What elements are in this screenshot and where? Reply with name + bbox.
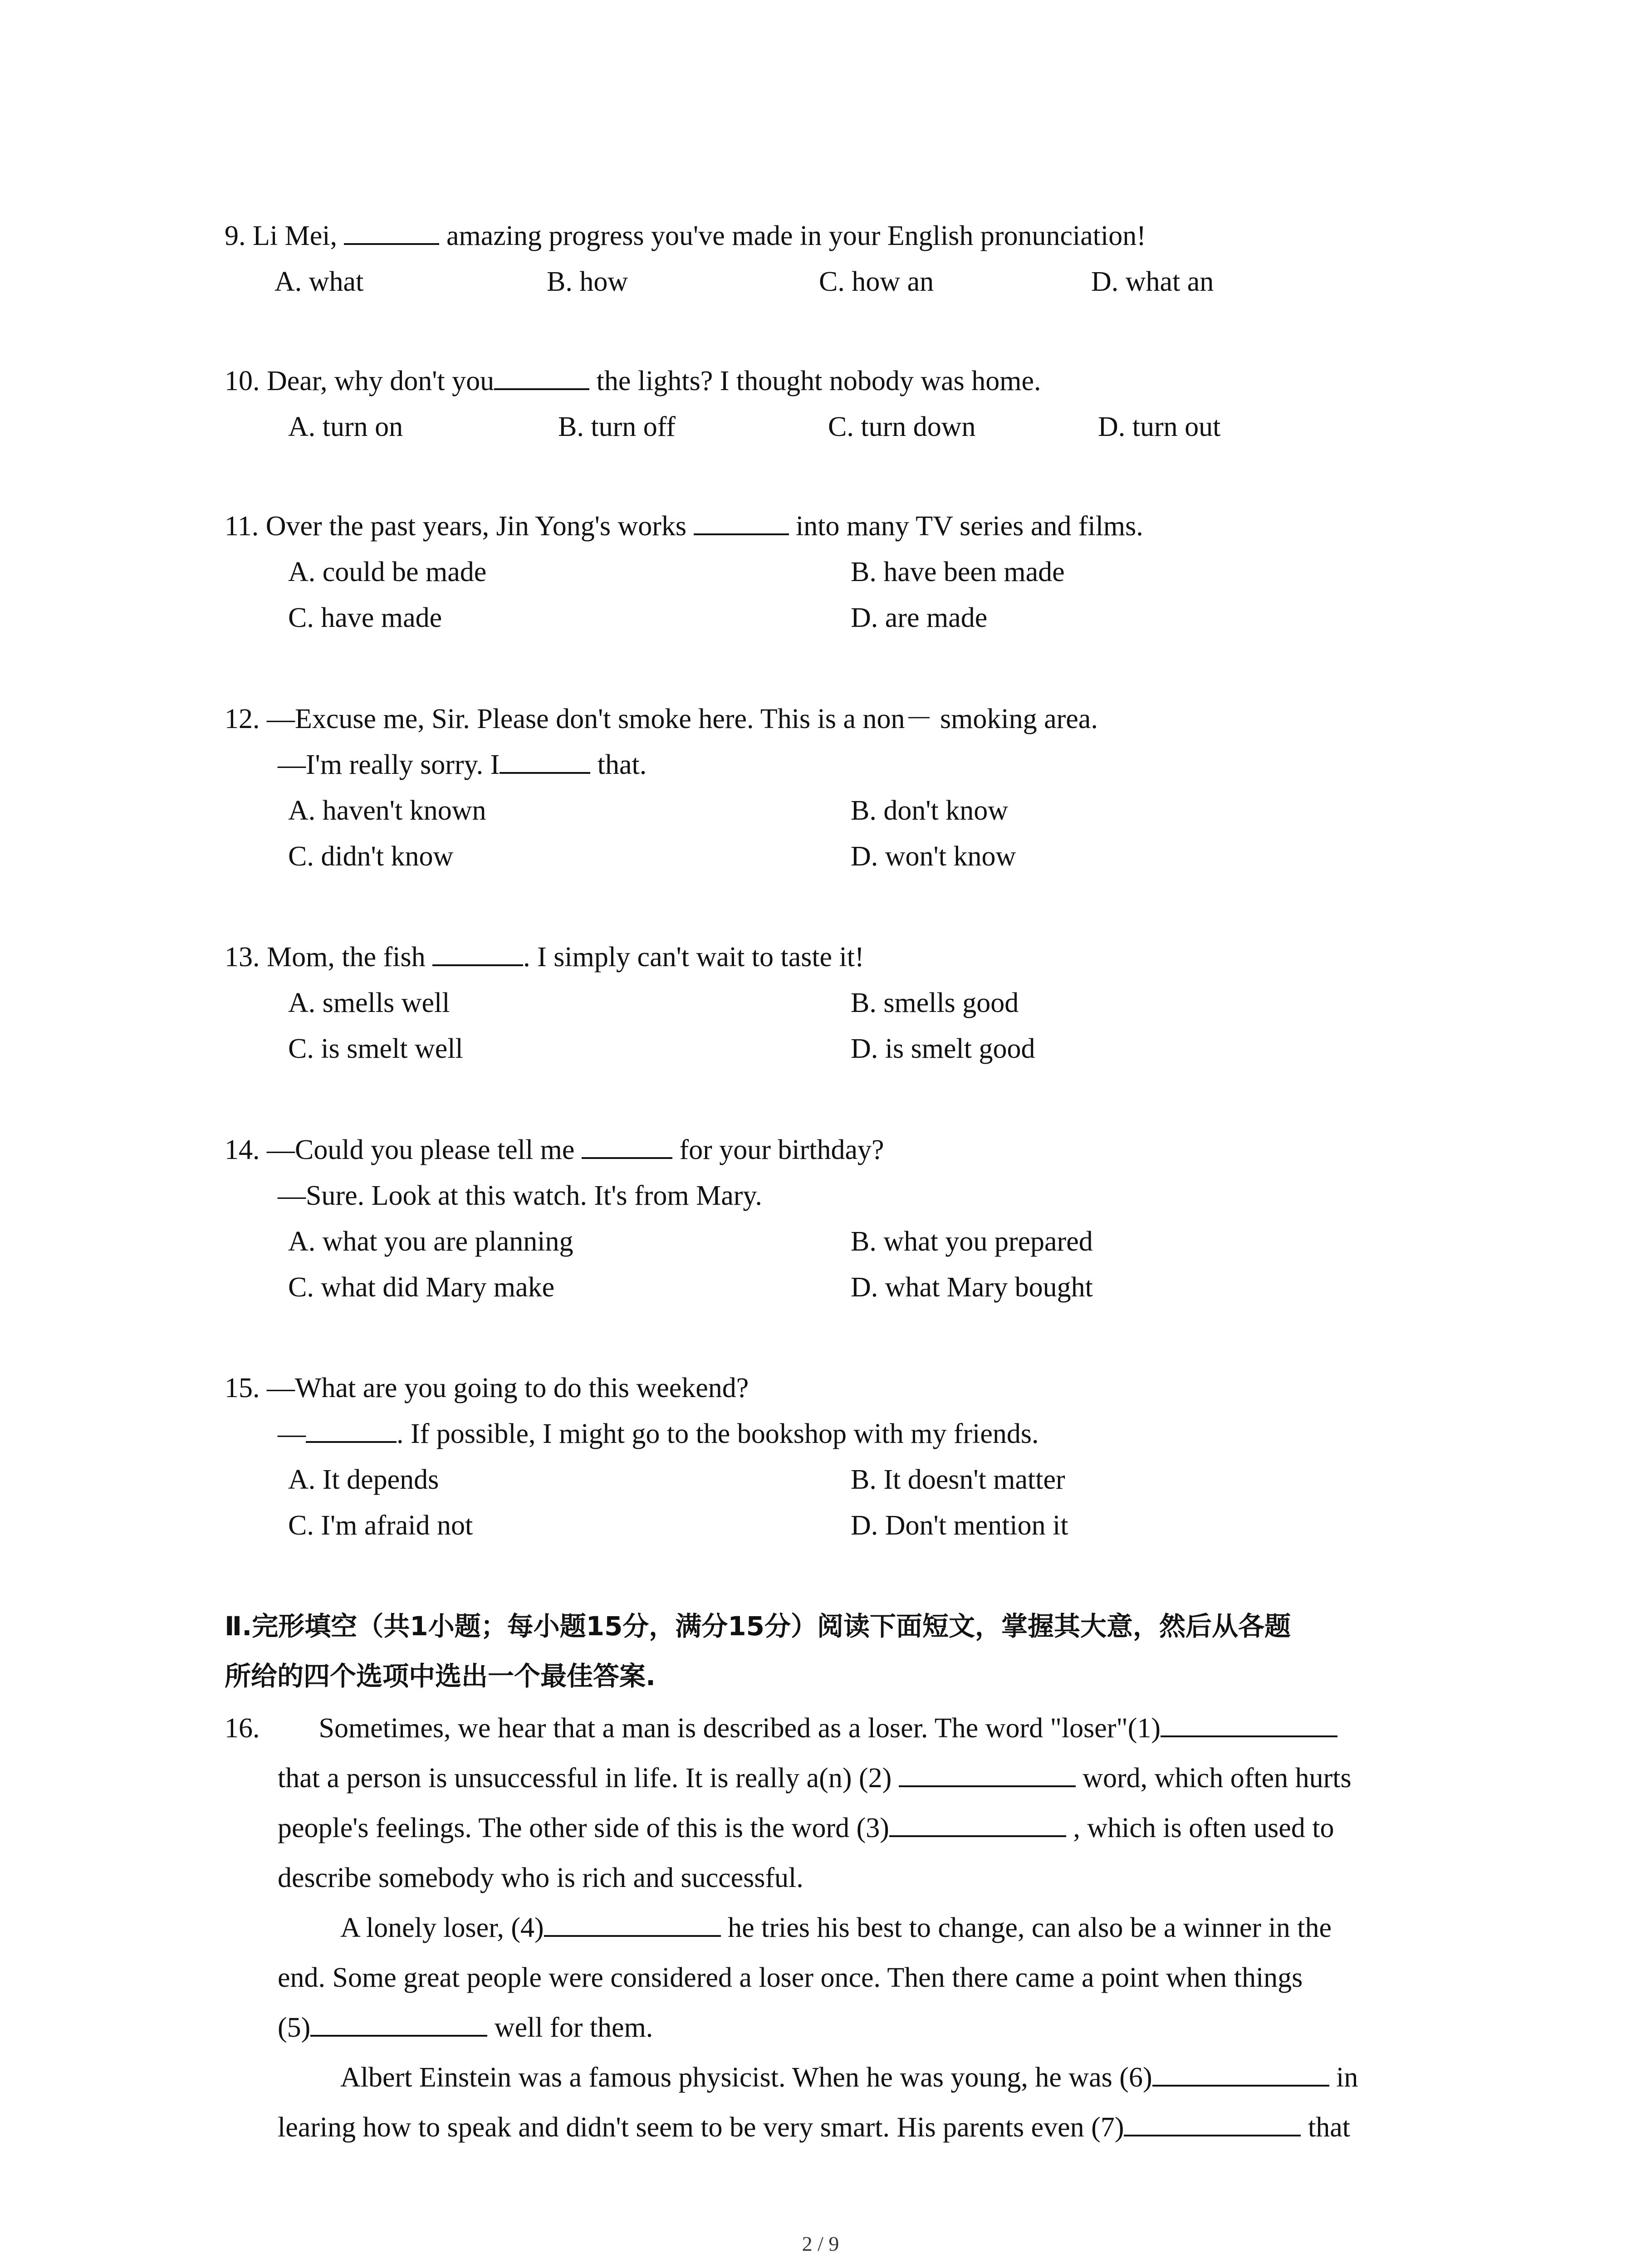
option-c: C. what did Mary make xyxy=(288,1272,555,1303)
options-row xyxy=(225,980,1495,1026)
stem-text: for your birthday? xyxy=(672,1134,884,1165)
option-d: D. won't know xyxy=(851,841,1016,872)
answer-blank xyxy=(310,2008,487,2037)
passage-line xyxy=(225,2003,1450,2053)
stem-text: Dear, why don't you xyxy=(267,366,495,396)
passage-line xyxy=(225,1753,1450,1803)
option-d: D. what an xyxy=(1091,266,1214,297)
passage-line xyxy=(225,1953,1450,2003)
passage-line xyxy=(225,1803,1450,1853)
option-d: D. are made xyxy=(851,602,988,633)
stem-text: —Sure. Look at this watch. It's from Mary. xyxy=(278,1180,762,1211)
option-b: B. have been made xyxy=(851,557,1065,587)
answer-blank xyxy=(1124,2107,1301,2136)
option-b: B. smells good xyxy=(851,987,1019,1018)
cloze-passage xyxy=(225,1703,1450,2152)
answer-blank xyxy=(500,745,590,774)
stem-text: . I simply can't wait to taste it! xyxy=(523,942,864,973)
passage-line xyxy=(225,2102,1450,2152)
passage-text: end. Some great people were considered a loser once. Then there came a point when things xyxy=(278,1962,1303,1993)
stem-text: that. xyxy=(590,749,647,780)
option-a: A. what xyxy=(274,266,364,297)
option-c: C. how an xyxy=(819,266,934,297)
option-d: D. what Mary bought xyxy=(851,1272,1093,1303)
question-number: 15. xyxy=(225,1373,260,1403)
question-stem xyxy=(225,934,1495,980)
options-row xyxy=(225,595,1495,641)
answer-blank xyxy=(1152,2058,1329,2087)
question-stem xyxy=(225,213,1495,259)
question-number: 9. xyxy=(225,220,246,251)
option-c: C. didn't know xyxy=(288,841,454,872)
passage-line xyxy=(225,1703,1450,1753)
passage-line xyxy=(225,2053,1450,2102)
stem-text: . If possible, I might go to the bookshop with my friends. xyxy=(397,1418,1039,1449)
options-row xyxy=(225,549,1495,595)
question-stem-line2 xyxy=(225,1173,1495,1219)
stem-text: Li Mei, xyxy=(253,220,344,251)
question-12 xyxy=(225,696,1495,880)
option-a: A. turn on xyxy=(288,411,403,442)
question-number: 10. xyxy=(225,366,260,396)
option-c: C. have made xyxy=(288,602,442,633)
stem-text: —Excuse me, Sir. Please don't smoke here. This is a non－ smoking area. xyxy=(267,704,1098,734)
option-b: B. how xyxy=(547,266,628,297)
passage-text: A lonely loser, (4) xyxy=(340,1912,544,1943)
passage-text: in xyxy=(1329,2062,1358,2093)
option-b: B. don't know xyxy=(851,795,1009,826)
option-d: D. Don't mention it xyxy=(851,1510,1068,1541)
passage-text: Albert Einstein was a famous physicist. When he was young, he was (6) xyxy=(340,2062,1152,2093)
option-a: A. could be made xyxy=(288,557,487,587)
question-number: 16. xyxy=(225,1713,260,1744)
answer-blank xyxy=(582,1130,672,1159)
stem-text: the lights? I thought nobody was home. xyxy=(589,366,1041,396)
question-stem xyxy=(225,1127,1495,1173)
question-number: 13. xyxy=(225,942,260,973)
option-b: B. It doesn't matter xyxy=(851,1464,1065,1495)
options-row xyxy=(225,834,1495,880)
options-row xyxy=(225,1457,1495,1503)
question-14 xyxy=(225,1127,1495,1310)
passage-text: Sometimes, we hear that a man is described as a loser. The word "loser"(1) xyxy=(318,1713,1161,1744)
stem-text: —Could you please tell me xyxy=(267,1134,582,1165)
section-heading-line: 所给的四个选项中选出一个最佳答案. xyxy=(225,1661,656,1691)
question-number: 11. xyxy=(225,511,259,542)
passage-text: (5) xyxy=(278,2012,311,2043)
question-15 xyxy=(225,1365,1495,1549)
answer-blank xyxy=(306,1414,397,1443)
option-d: D. is smelt good xyxy=(851,1033,1035,1064)
options-row xyxy=(225,1219,1495,1265)
question-stem xyxy=(225,1365,1495,1411)
passage-text: word, which often hurts xyxy=(1075,1763,1352,1794)
question-10 xyxy=(225,358,1495,450)
stem-text: —I'm really sorry. I xyxy=(278,749,500,780)
answer-blank xyxy=(432,937,523,966)
stem-text: amazing progress you've made in your English pronunciation! xyxy=(439,220,1146,251)
stem-text: — xyxy=(278,1418,306,1449)
options-row xyxy=(225,1265,1495,1310)
passage-text: that xyxy=(1301,2112,1350,2143)
answer-blank xyxy=(544,1908,721,1937)
stem-text: Mom, the fish xyxy=(267,942,433,973)
question-13 xyxy=(225,934,1495,1072)
option-c: C. turn down xyxy=(828,411,976,442)
passage-text: he tries his best to change, can also be a winner in the xyxy=(720,1912,1332,1943)
question-11 xyxy=(225,503,1495,641)
options-row xyxy=(225,1503,1495,1549)
option-d: D. turn out xyxy=(1098,411,1221,442)
passage-line xyxy=(225,1903,1450,1953)
passage-text: people's feelings. The other side of this is the word (3) xyxy=(278,1813,889,1843)
question-number: 12. xyxy=(225,704,260,734)
options-row xyxy=(225,1026,1495,1072)
question-number: 14. xyxy=(225,1134,260,1165)
option-a: A. haven't known xyxy=(288,795,486,826)
answer-blank xyxy=(1161,1708,1337,1737)
passage-line xyxy=(225,1853,1450,1903)
question-stem xyxy=(225,358,1495,404)
stem-text: Over the past years, Jin Yong's works xyxy=(265,511,694,542)
question-stem xyxy=(225,503,1495,549)
answer-blank xyxy=(494,361,589,390)
options-row xyxy=(225,404,1495,450)
stem-text: —What are you going to do this weekend? xyxy=(267,1373,749,1403)
section-heading xyxy=(225,1601,1472,1701)
passage-text: well for them. xyxy=(487,2012,653,2043)
page-number: 2 / 9 xyxy=(802,2232,839,2255)
option-c: C. is smelt well xyxy=(288,1033,463,1064)
option-a: A. what you are planning xyxy=(288,1226,573,1257)
question-stem-line2 xyxy=(225,742,1495,788)
option-b: B. turn off xyxy=(558,411,676,442)
option-c: C. I'm afraid not xyxy=(288,1510,473,1541)
passage-text: learing how to speak and didn't seem to be very smart. His parents even (7) xyxy=(278,2112,1124,2143)
question-stem xyxy=(225,696,1495,742)
answer-blank xyxy=(694,506,789,535)
section-heading-line: Ⅱ.完形填空（共1小题；每小题15分，满分15分）阅读下面短文，掌握其大意，然后从各题 xyxy=(225,1611,1291,1642)
option-a: A. It depends xyxy=(288,1464,439,1495)
stem-text: into many TV series and films. xyxy=(789,511,1143,542)
answer-blank xyxy=(889,1808,1066,1837)
options-row xyxy=(225,259,1495,305)
answer-blank xyxy=(899,1758,1076,1787)
answer-blank xyxy=(344,216,439,245)
passage-text: describe somebody who is rich and successful. xyxy=(278,1862,803,1893)
passage-text: that a person is unsuccessful in life. It is really a(n) (2) xyxy=(278,1763,899,1794)
option-b: B. what you prepared xyxy=(851,1226,1093,1257)
question-stem-line2 xyxy=(225,1411,1495,1457)
option-a: A. smells well xyxy=(288,987,450,1018)
question-9 xyxy=(225,213,1495,305)
options-row xyxy=(225,788,1495,834)
passage-text: , which is often used to xyxy=(1066,1813,1334,1843)
